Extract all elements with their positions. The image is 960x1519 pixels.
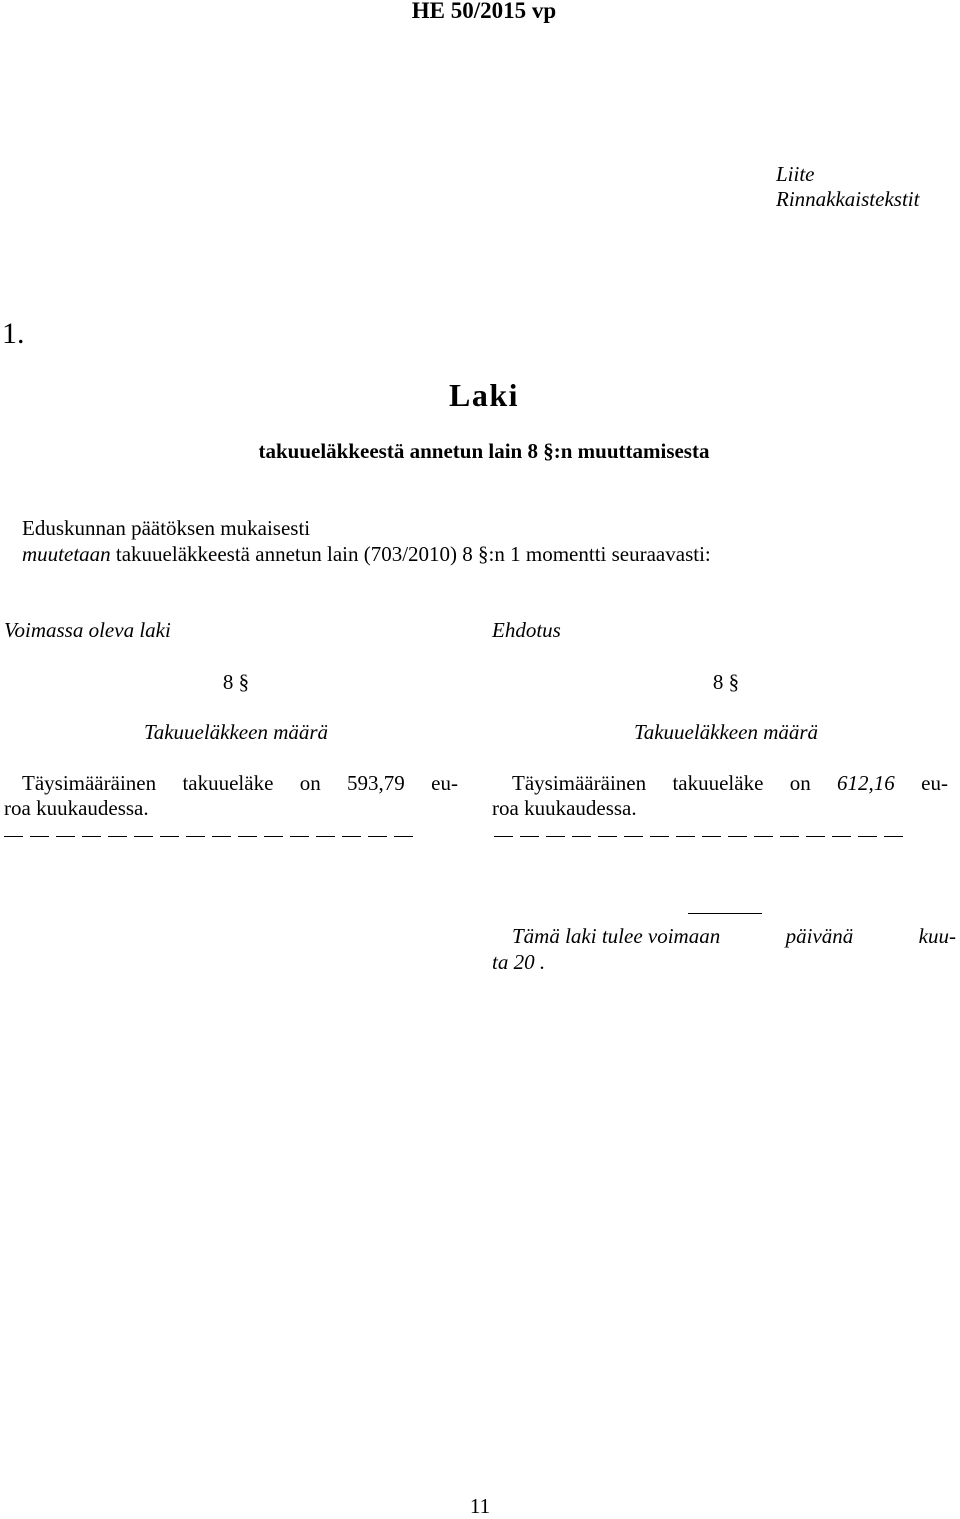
word: takuueläke	[182, 771, 274, 795]
entry-into-force-line-2: ta 20 .	[492, 950, 546, 974]
appendix-label	[776, 162, 919, 212]
word: Täysimääräinen	[22, 771, 157, 795]
word: on	[299, 771, 321, 795]
word: takuueläke	[672, 771, 764, 795]
appendix-line-2: Rinnakkaistekstit	[776, 187, 920, 211]
law-subtitle: takuueläkkeestä annetun lain 8 §:n muuttamisesta	[258, 439, 710, 463]
section-number: 1.	[2, 317, 25, 350]
current-law-paragraph-title: Takuueläkkeen määrä	[143, 720, 329, 744]
word: eu-	[431, 771, 458, 795]
word: eu-	[921, 771, 948, 795]
amendment-text: takuueläkkeestä annetun lain (703/2010) 8 §:n 1 momentti seuraavasti:	[115, 542, 711, 566]
current-law-text-line-2: roa kuukaudessa.	[4, 796, 149, 820]
amendment-verb: muutetaan	[22, 542, 111, 566]
current-law-paragraph-number: 8 §	[222, 670, 250, 694]
enactment-clause: Eduskunnan päätöksen mukaisesti	[22, 516, 311, 540]
current-law-heading: Voimassa oleva laki	[4, 618, 171, 642]
word: on	[789, 771, 811, 795]
closing-rule	[688, 913, 762, 914]
proposal-text-line-2: roa kuukaudessa.	[492, 796, 637, 820]
proposal-text-line-1	[512, 771, 948, 796]
document-id: HE 50/2015 vp	[411, 0, 557, 23]
changed-amount: 612,16	[837, 771, 895, 795]
appendix-line-1: Liite	[776, 162, 815, 186]
proposal-paragraph-number: 8 §	[712, 670, 740, 694]
word: 593,79	[347, 771, 405, 795]
word: Täysimääräinen	[512, 771, 647, 795]
law-title: Laki	[448, 377, 520, 413]
omission-dashes-right	[494, 836, 903, 837]
current-law-text-line-1	[22, 771, 458, 796]
word: Tämä laki tulee voimaan	[512, 924, 721, 948]
amendment-clause	[22, 542, 711, 567]
omission-dashes-left	[4, 836, 413, 837]
proposal-heading: Ehdotus	[492, 618, 561, 642]
word: kuu-	[918, 924, 956, 948]
page-number: 11	[469, 1494, 491, 1518]
entry-into-force-line-1	[512, 924, 956, 949]
word: päivänä	[785, 924, 854, 948]
proposal-paragraph-title: Takuueläkkeen määrä	[633, 720, 819, 744]
